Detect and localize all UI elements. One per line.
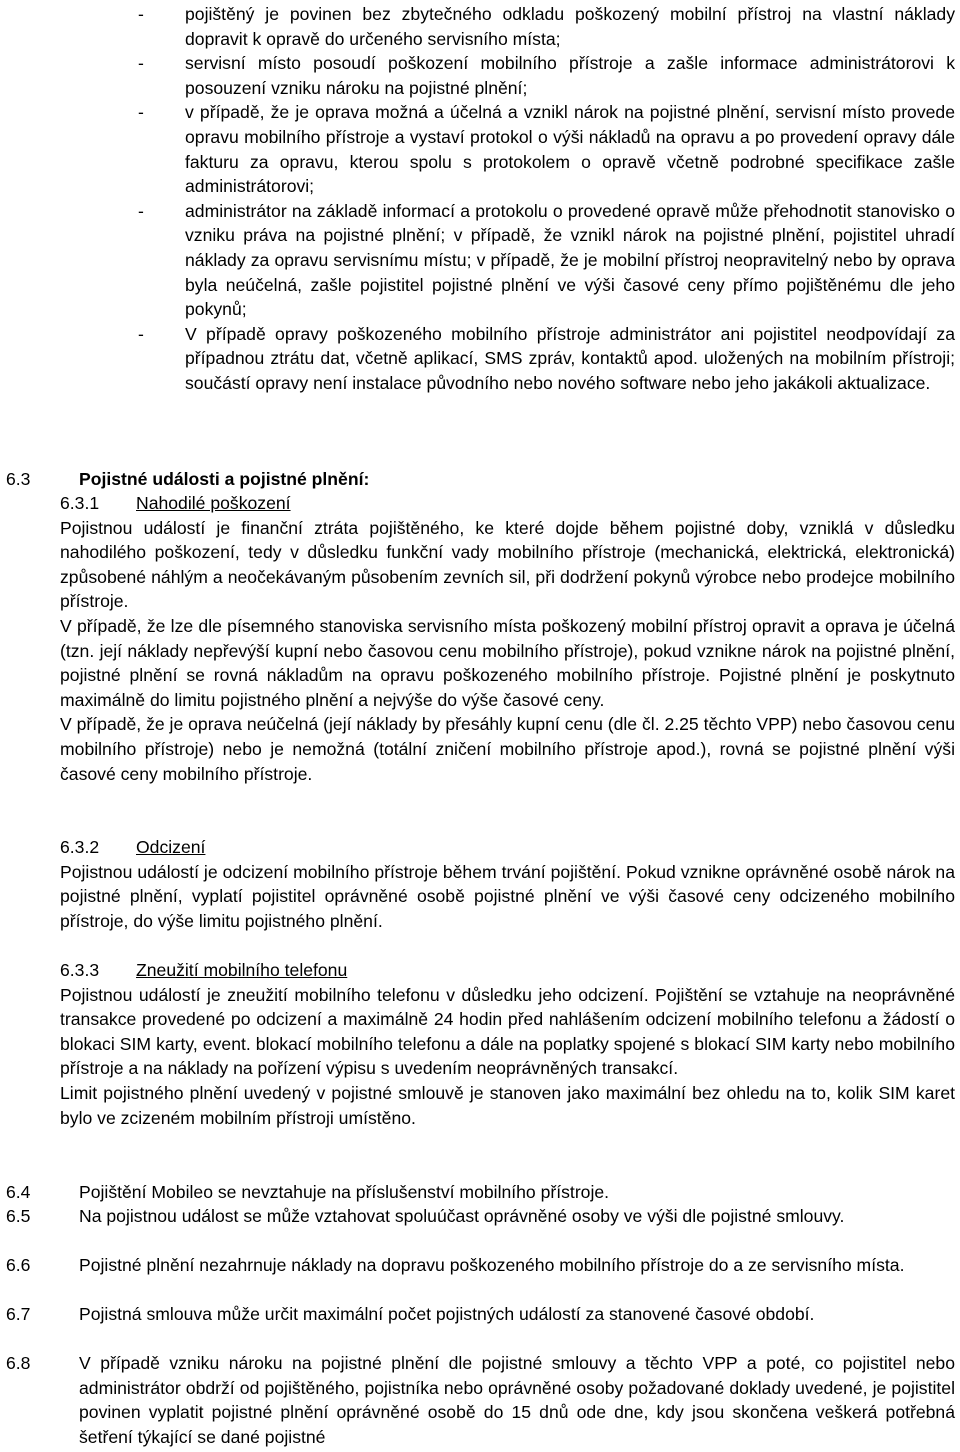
section-text: V případě vzniku nároku na pojistné plnění dle pojistné smlouvy a těchto VPP a poté, co pojistitel nebo administrátor obdrží od pojištěného, pojistníka nebo oprávněné osoby požadované doklady uvedené, je pojistitel povinen vyplatit pojistné plnění oprávněné osobě do 15 dnů ode dne, kdy jsou skončena veškerá potřebná šetření týkající se dané pojistné [79,1353,955,1447]
section-text: Pojistná smlouva může určit maximální počet pojistných událostí za stanovené časové období. [79,1304,815,1324]
bullet-text: servisní místo posoudí poškození mobilního přístroje a zašle informace administrátorovi k posouzení vzniku nároku na pojistné plnění; [185,53,955,98]
bullet-item [0,51,960,100]
paragraph: Pojistnou událostí je zneužití mobilního telefonu v důsledku jeho odcizení. Pojištění se vztahuje na neoprávněné transakce provedené po odcizení a maximálně 24 hodin před nahlášením odcizení mobilního telefonu a žádostí o blokaci SIM karty, event. blokací mobilního telefonu a dále na poplatky spojené s blokací SIM karty nebo mobilního přístroje a na náklady na pořízení výpisu s uvedením neoprávněných transakcí. [60,984,955,1079]
subsection-6-3-3 [60,958,955,1130]
section-text: Pojištění Mobileo se nevztahuje na příslušenství mobilního přístroje. [79,1182,610,1202]
section-6-5 [6,1204,955,1229]
bullet-dash: - [138,323,144,344]
paragraph: Limit pojistného plnění uvedený v pojistné smlouvě je stanoven jako maximální bez ohledu na to, kolik SIM karet bylo ve zcizeném mobilním přístroji umístěno. [60,1082,955,1128]
subsection-title: Odcizení [136,837,206,857]
section-6-7 [6,1302,955,1327]
bullet-text: v případě, že je oprava možná a účelná a vznikl nárok na pojistné plnění, servisní místo provede opravu mobilního přístroje a vystaví protokol o výši nákladů na opravu a po provedení opravy dále fakturu za opravu, kterou spolu s protokolem o opravě včetně podrobné specifikace zašle administrátorovi; [185,102,955,197]
subsection-title: Zneužití mobilního telefonu [136,960,348,980]
subsection-number: 6.3.3 [60,960,100,980]
section-6-8 [6,1351,955,1449]
bullet-text: pojištěný je povinen bez zbytečného odkladu poškozený mobilní přístroj na vlastní náklady dopravit k opravě do určeného servisního místa; [185,4,955,49]
bullet-dash: - [138,4,144,24]
section-number: 6.6 [6,1255,31,1275]
bullet-item [0,100,960,198]
subsection-title: Nahodilé poškození [136,493,291,513]
section-6-6 [6,1253,955,1278]
paragraph: Pojistnou událostí je odcizení mobilního přístroje během trvání pojištění. Pokud vznikne oprávněné osobě nárok na pojistné plnění, vyplatí pojistitel oprávněné osobě pojistné plnění ve výši časové ceny odcizeného mobilního přístroje, do výše limitu pojistného plnění. [60,861,955,931]
paragraph: V případě, že lze dle písemného stanoviska servisního místa poškozený mobilní přístroj opravit a oprava je účelná (tzn. její náklady nepřevýší kupní nebo časovou cenu mobilního přístroje), pokud vznikne nárok na pojistné plnění, pojistné plnění se rovná nákladům na opravu poškozeného mobilního přístroje. Pojistné plnění je poskytnuto maximálně do limitu pojistného plnění a nejvýše do výše časové ceny. [60,615,955,710]
subsection-6-3-2 [60,835,955,933]
section-number: 6.4 [6,1182,31,1202]
section-title: Pojistné události a pojistné plnění: [79,469,370,489]
bullet-text: administrátor na základě informací a protokolu o provedené opravě může přehodnotit stanovisko o vzniku práva na pojistné plnění; v případě, že vznikl nárok na pojistné plnění, pojistitel uhradí náklady za opravu servisnímu místu; v případě, že je mobilní přístroj neopravitelný nebo by oprava byla neúčelná, zašle pojistitel pojistné plnění ve výši časové ceny přímo pojištěnému dle jeho pokynů; [185,200,955,320]
section-text: Pojistné plnění nezahrnuje náklady na dopravu poškozeného mobilního přístroje do a ze servisního místa. [79,1255,905,1275]
bullet-dash: - [138,200,144,221]
paragraph: Pojistnou událostí je finanční ztráta pojištěného, ke které dojde během pojistné doby, vzniklá v důsledku nahodilého poškození, tedy v důsledku funkční vady mobilního přístroje (mechanická, elektrická, elektronická) způsobené náhlým a neočekávaným působením zevních sil, při dodržení pokynů výrobce nebo prodejce mobilního přístroje. [60,517,955,612]
subsection-number: 6.3.2 [60,837,100,857]
section-6-4 [6,1180,955,1205]
section-6-3-heading [6,467,955,492]
subsection-heading [60,958,955,983]
bullet-dash: - [138,102,144,123]
section-number: 6.3 [6,469,31,489]
subsection-number: 6.3.1 [60,493,100,513]
subsection-heading [60,491,955,516]
section-number: 6.7 [6,1304,31,1324]
section-number: 6.5 [6,1206,31,1226]
subsection-heading [60,835,955,860]
bullet-item [0,2,960,51]
paragraph: V případě, že je oprava neúčelná (její náklady by přesáhly kupní cenu (dle čl. 2.25 těchto VPP) nebo časovou cenu mobilního přístroje) nebo je nemožná (totální zničení mobilního přístroje apod.), rovná se pojistné plnění výši časové ceny mobilního přístroje. [60,714,955,784]
bullet-list [0,2,960,396]
subsection-6-3-1 [60,491,955,786]
section-text: Na pojistnou událost se může vztahovat spoluúčast oprávněné osoby ve výši dle pojistné smlouvy. [79,1206,845,1226]
bullet-item [0,199,960,322]
bullet-text: V případě opravy poškozeného mobilního přístroje administrátor ani pojistitel neodpovídají za případnou ztrátu dat, včetně aplikací, SMS zpráv, kontaktů apod. uložených na mobilním přístroji; součástí opravy není instalace původního nebo nového software nebo jeho jakákoli aktualizace. [185,323,955,393]
section-number: 6.8 [6,1353,31,1373]
bullet-dash: - [138,53,144,74]
bullet-item [0,322,960,396]
